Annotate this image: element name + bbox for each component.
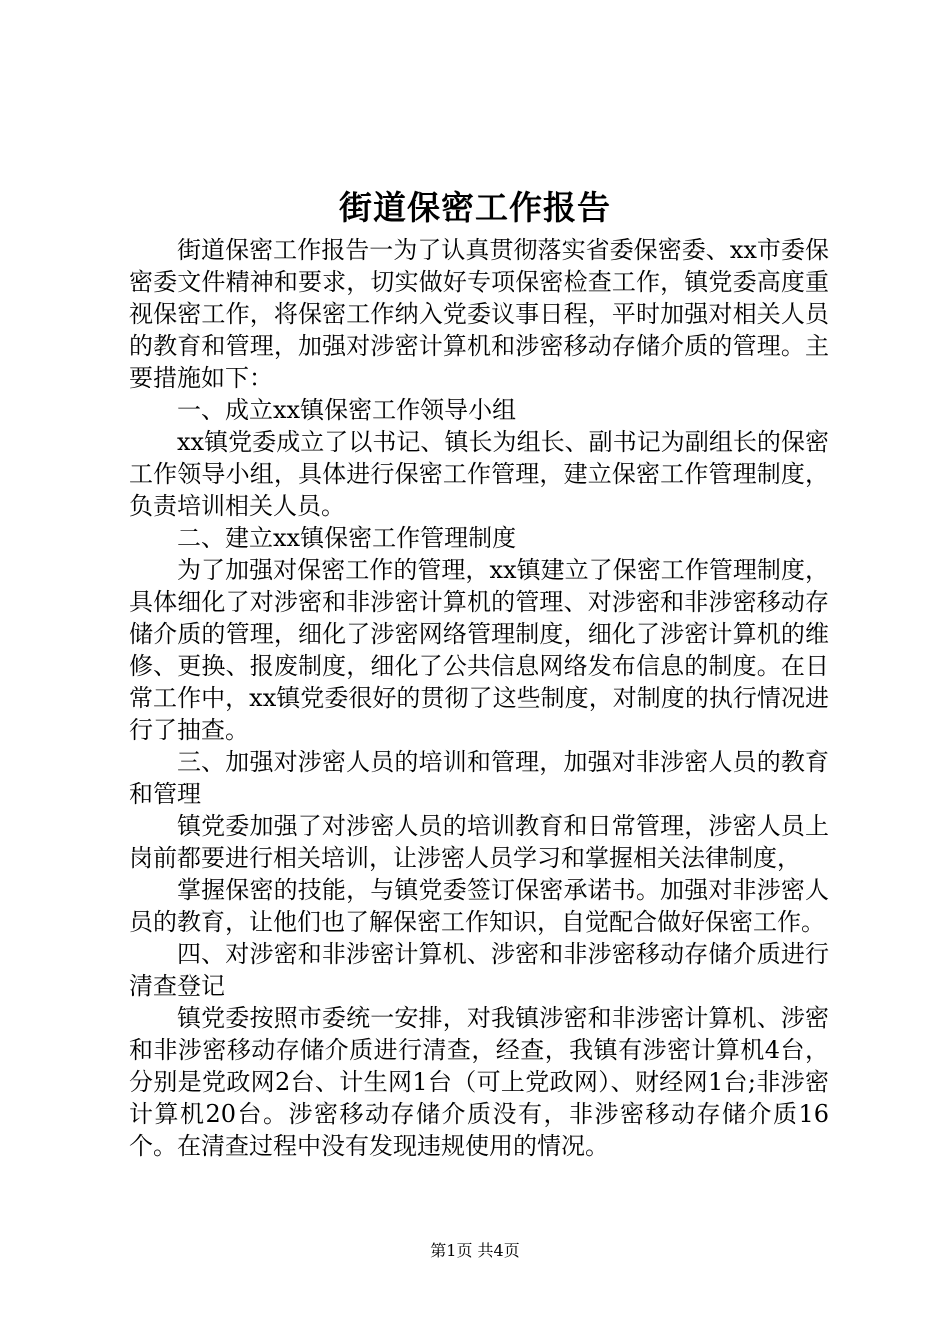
document-title: 街道保密工作报告: [339, 188, 611, 227]
paragraph-section-2: 为了加强对保密工作的管理，xx镇建立了保密工作管理制度，具体细化了对涉密和非涉密计算机的管理、对涉密和非涉密移动存储介质的管理，细化了涉密网络管理制度，细化了涉密计算机的维修、更换、报废制度，细化了公共信息网络发布信息的制度。在日常工作中，xx镇党委很好的贯彻了这些制度，对制度的执行情况进行了抽查。: [129, 556, 829, 744]
section-heading-3: 三、加强对涉密人员的培训和管理，加强对非涉密人员的教育和管理: [129, 748, 829, 808]
section-heading-1: 一、成立xx镇保密工作领导小组: [177, 396, 517, 424]
section-heading-4: 四、对涉密和非涉密计算机、涉密和非涉密移动存储介质进行清查登记: [129, 940, 829, 1000]
page-footer: 第1页 共4页: [430, 1241, 520, 1260]
section-heading-2: 二、建立xx镇保密工作管理制度: [177, 524, 517, 552]
paragraph-section-3a: 镇党委加强了对涉密人员的培训教育和日常管理，涉密人员上岗前都要进行相关培训，让涉密人员学习和掌握相关法律制度，: [129, 812, 829, 872]
paragraph-intro: 街道保密工作报告一为了认真贯彻落实省委保密委、xx市委保密委文件精神和要求，切实做好专项保密检查工作，镇党委高度重视保密工作，将保密工作纳入党委议事日程，平时加强对相关人员的教育和管理，加强对涉密计算机和涉密移动存储介质的管理。主要措施如下：: [129, 236, 829, 392]
paragraph-section-4: 镇党委按照市委统一安排，对我镇涉密和非涉密计算机、涉密和非涉密移动存储介质进行清查，经查，我镇有涉密计算机4台，分别是党政网2台、计生网1台（可上党政网）、财经网1台;非涉密计算机20台。涉密移动存储介质没有，非涉密移动存储介质16个。在清查过程中没有发现违规使用的情况。: [129, 1004, 829, 1160]
paragraph-section-1: xx镇党委成立了以书记、镇长为组长、副书记为副组长的保密工作领导小组，具体进行保密工作管理，建立保密工作管理制度，负责培训相关人员。: [129, 428, 829, 520]
paragraph-section-3b: 掌握保密的技能，与镇党委签订保密承诺书。加强对非涉密人员的教育，让他们也了解保密工作知识，自觉配合做好保密工作。: [129, 876, 829, 936]
document-body: [129, 234, 829, 1162]
